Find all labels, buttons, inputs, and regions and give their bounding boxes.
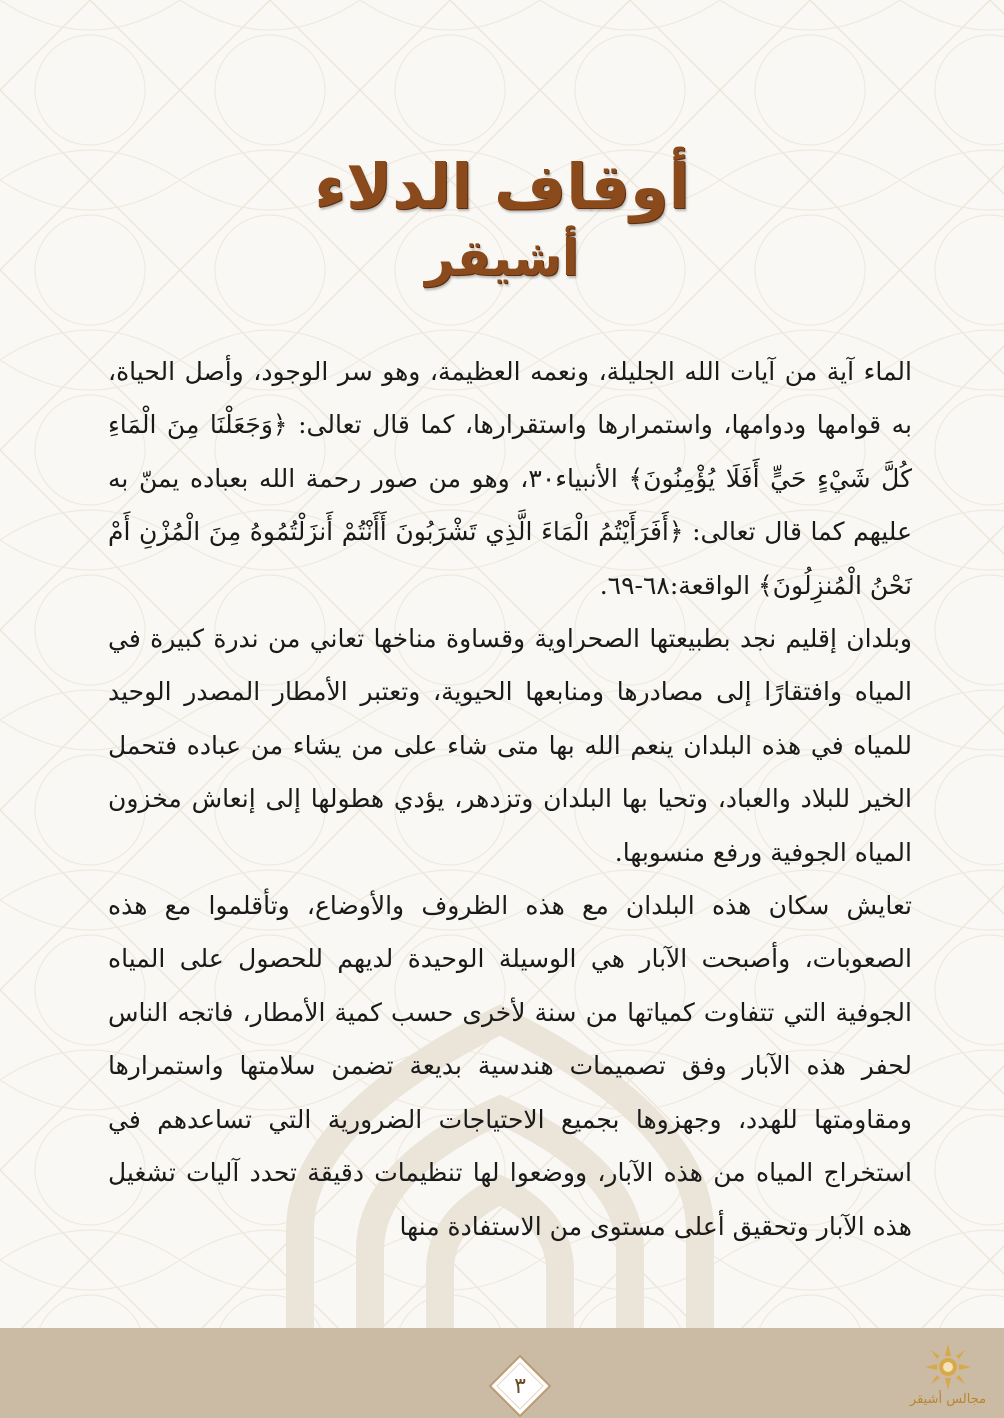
- paragraph-3: تعايش سكان هذه البلدان مع هذه الظروف والأوضاع، وتأقلموا مع هذه الصعوبات، وأصبحت الآبار هي الوسيلة الوحيدة لديهم للحصول على المياه الجوفية التي تتفاوت كمياتها من سنة لأخرى حسب كمية الأمطار، فاتجه الناس لحفر هذه الآبار وفق تصميمات هندسية بديعة تضمن سلامتها واستمرارها ومقاومتها للهدد، وجهزوها بجميع الاحتياجات الضرورية التي تساعدهم في استخراج المياه من هذه الآبار، ووضعوا لها تنظيمات دقيقة تحدد آليات تشغيل هذه الآبار وتحقيق أعلى مستوى من الاستفادة منها: [108, 891, 912, 1241]
- title-block: [0, 150, 1004, 288]
- sun-emblem-icon: [923, 1342, 973, 1392]
- logo-label: مجالس أشيقر: [909, 1392, 987, 1407]
- page-subtitle: أشيقر: [425, 229, 579, 288]
- page-number: ٣: [514, 1373, 526, 1399]
- paragraph-2: وبلدان إقليم نجد بطبيعتها الصحراوية وقساوة مناخها تعاني من ندرة كبيرة في المياه وافتقارًا إلى مصادرها ومنابعها الحيوية، وتعتبر الأمطار المصدر الوحيد للمياه في هذه البلدان ينعم الله بها متى شاء على من يشاء من عباده فتحمل الخير للبلاد والعباد، وتحيا بها البلدان وتزدهر، يؤدي هطولها إلى إنعاش مخزون المياه الجوفية ورفع منسوبها.: [108, 624, 912, 867]
- body-text: [108, 345, 912, 1253]
- logo: [898, 1340, 998, 1418]
- page-title: أوقاف الدلاء: [314, 150, 690, 223]
- paragraph-1: الماء آية من آيات الله الجليلة، ونعمه العظيمة، وهو سر الوجود، وأصل الحياة، به قوامها ودوامها، واستمرارها واستقرارها، كما قال تعالى: ﴿وَجَعَلْنَا مِنَ الْمَاءِ كُلَّ شَيْءٍ حَيٍّ أَفَلَا يُؤْمِنُونَ﴾ الأنبياء٣٠، وهو من صور رحمة الله بعباده يمنّ به عليهم كما قال تعالى: ﴿أَفَرَأَيْتُمُ الْمَاءَ الَّذِي تَشْرَبُونَ أَأَنْتُمْ أَنزَلْتُمُوهُ مِنَ الْمُزْنِ أَمْ نَحْنُ الْمُنزِلُونَ﴾ الواقعة:٦٨-٦٩.: [108, 357, 912, 600]
